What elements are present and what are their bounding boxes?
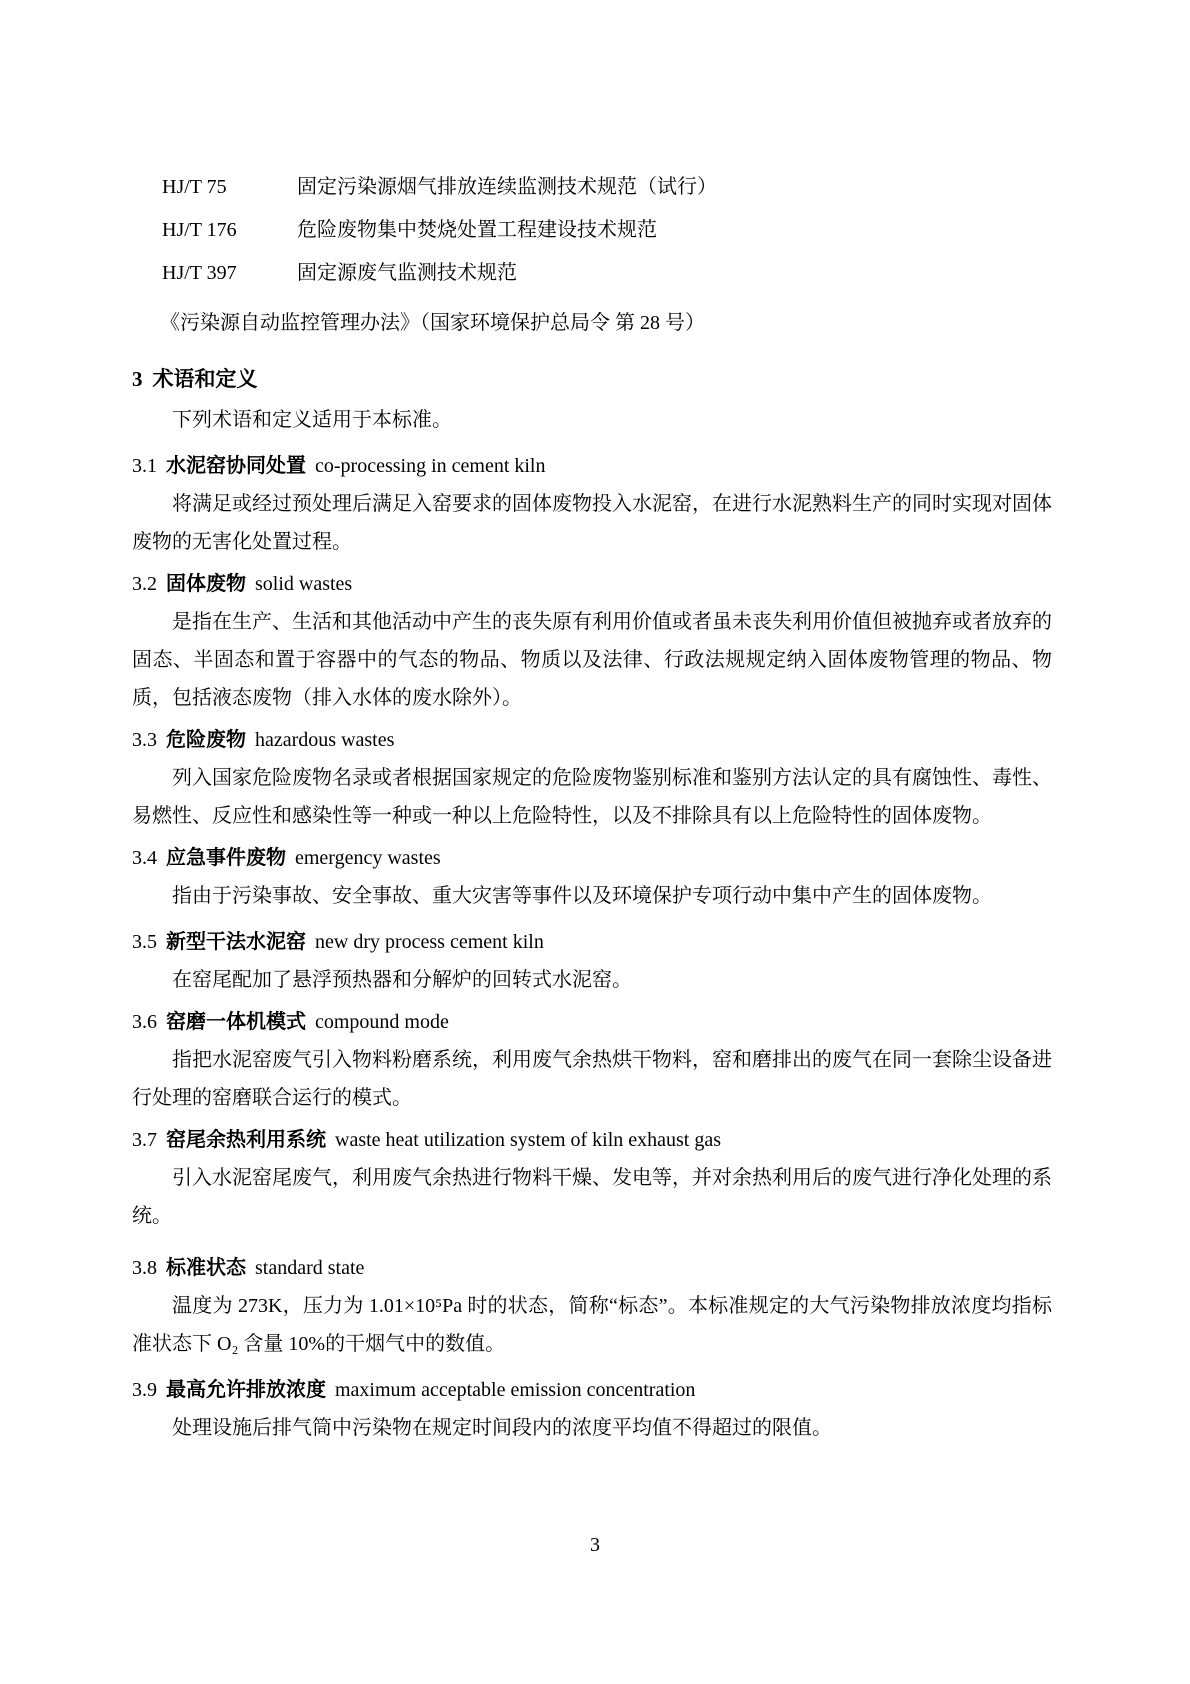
term-heading bbox=[132, 1371, 1052, 1409]
term-definition: 处理设施后排气筒中污染物在规定时间段内的浓度平均值不得超过的限值。 bbox=[172, 1417, 832, 1439]
term-name-en: solid wastes bbox=[255, 573, 353, 595]
term-name-en: waste heat utilization system of kiln exhaust gas bbox=[335, 1129, 722, 1151]
term-name-en: emergency wastes bbox=[295, 847, 441, 869]
section-heading bbox=[132, 360, 1052, 399]
term-heading bbox=[132, 1121, 1052, 1159]
section-title: 术语和定义 bbox=[152, 368, 258, 391]
term-name-zh: 固体废物 bbox=[166, 573, 246, 595]
term-name-en: maximum acceptable emission concentration bbox=[335, 1379, 696, 1401]
reference-item bbox=[132, 211, 1052, 249]
term-definition: 将满足或经过预处理后满足入窑要求的固体废物投入水泥窑，在进行水泥熟料生产的同时实现对固体废物的无害化处置过程。 bbox=[132, 493, 1052, 553]
term-name-zh: 危险废物 bbox=[166, 729, 246, 751]
term-definition: 在窑尾配加了悬浮预热器和分解炉的回转式水泥窑。 bbox=[172, 969, 632, 991]
term-number: 3.9 bbox=[132, 1379, 157, 1401]
term-definition: 列入国家危险废物名录或者根据国家规定的危险废物鉴别标准和鉴别方法认定的具有腐蚀性、毒性、易燃性、反应性和感染性等一种或一种以上危险特性，以及不排除具有以上危险特性的固体废物。 bbox=[132, 767, 1052, 827]
term-number: 3.1 bbox=[132, 455, 157, 477]
term-heading bbox=[132, 447, 1052, 485]
term-name-en: standard state bbox=[255, 1257, 365, 1279]
term-name-zh: 应急事件废物 bbox=[166, 847, 286, 869]
reference-item bbox=[132, 168, 1052, 206]
reference-title: 危险废物集中焚烧处置工程建设技术规范 bbox=[297, 219, 657, 241]
term-name-en: hazardous wastes bbox=[255, 729, 395, 751]
term-3-6 bbox=[132, 1003, 1052, 1117]
term-number: 3.3 bbox=[132, 729, 157, 751]
term-definition: 引入水泥窑尾废气，利用废气余热进行物料干燥、发电等，并对余热利用后的废气进行净化处理的系统。 bbox=[132, 1167, 1052, 1227]
term-3-1 bbox=[132, 447, 1052, 561]
term-3-3 bbox=[132, 721, 1052, 835]
term-name-zh: 最高允许排放浓度 bbox=[166, 1379, 326, 1401]
page-number: 3 bbox=[590, 1534, 600, 1556]
term-number: 3.6 bbox=[132, 1011, 157, 1033]
reference-title: 固定源废气监测技术规范 bbox=[297, 262, 517, 284]
term-number: 3.4 bbox=[132, 847, 157, 869]
term-name-zh: 窑尾余热利用系统 bbox=[166, 1129, 326, 1151]
term-3-5 bbox=[132, 923, 1052, 999]
term-name-zh: 窑磨一体机模式 bbox=[166, 1011, 306, 1033]
page-content bbox=[132, 168, 1052, 1447]
reference-code: HJ/T 397 bbox=[162, 262, 237, 284]
term-number: 3.2 bbox=[132, 573, 157, 595]
term-name-zh: 新型干法水泥窑 bbox=[166, 931, 306, 953]
term-3-4 bbox=[132, 839, 1052, 915]
term-definition: 指把水泥窑废气引入物料粉磨系统，利用废气余热烘干物料，窑和磨排出的废气在同一套除尘设备进行处理的窑磨联合运行的模式。 bbox=[132, 1049, 1052, 1109]
term-number: 3.5 bbox=[132, 931, 157, 953]
term-3-9 bbox=[132, 1371, 1052, 1447]
term-number: 3.8 bbox=[132, 1257, 157, 1279]
term-heading bbox=[132, 1249, 1052, 1287]
term-number: 3.7 bbox=[132, 1129, 157, 1151]
term-3-7 bbox=[132, 1121, 1052, 1235]
term-heading bbox=[132, 721, 1052, 759]
reference-code: HJ/T 75 bbox=[162, 176, 227, 198]
term-definition: 指由于污染事故、安全事故、重大灾害等事件以及环境保护专项行动中集中产生的固体废物。 bbox=[172, 885, 992, 907]
reference-list bbox=[132, 168, 1052, 342]
term-name-en: new dry process cement kiln bbox=[315, 931, 544, 953]
reference-note: 《污染源自动监控管理办法》（国家环境保护总局令 第 28 号） bbox=[160, 312, 705, 334]
term-definition: 是指在生产、生活和其他活动中产生的丧失原有利用价值或者虽未丧失利用价值但被抛弃或者放弃的固态、半固态和置于容器中的气态的物品、物质以及法律、行政法规规定纳入固体废物管理的物品、物质，包括液态废物（排入水体的废水除外）。 bbox=[132, 611, 1052, 709]
term-heading bbox=[132, 1003, 1052, 1041]
section-number: 3 bbox=[132, 367, 143, 391]
term-name-zh: 标准状态 bbox=[166, 1257, 246, 1279]
reference-title: 固定污染源烟气排放连续监测技术规范（试行） bbox=[297, 176, 717, 198]
reference-code: HJ/T 176 bbox=[162, 219, 237, 241]
term-3-8 bbox=[132, 1249, 1052, 1363]
term-name-en: co-processing in cement kiln bbox=[315, 455, 546, 477]
reference-item bbox=[132, 254, 1052, 292]
term-name-zh: 水泥窑协同处置 bbox=[166, 455, 306, 477]
term-heading bbox=[132, 923, 1052, 961]
term-definition: 温度为 273K，压力为 1.01×10⁵Pa 时的状态，简称“标态”。本标准规定的大气污染物排放浓度均指标准状态下 O₂ 含量 10%的干烟气中的数值。 bbox=[132, 1295, 1052, 1355]
term-3-2 bbox=[132, 565, 1052, 717]
section-intro: 下列术语和定义适用于本标准。 bbox=[172, 409, 452, 431]
term-heading bbox=[132, 565, 1052, 603]
term-name-en: compound mode bbox=[315, 1011, 449, 1033]
term-heading bbox=[132, 839, 1052, 877]
